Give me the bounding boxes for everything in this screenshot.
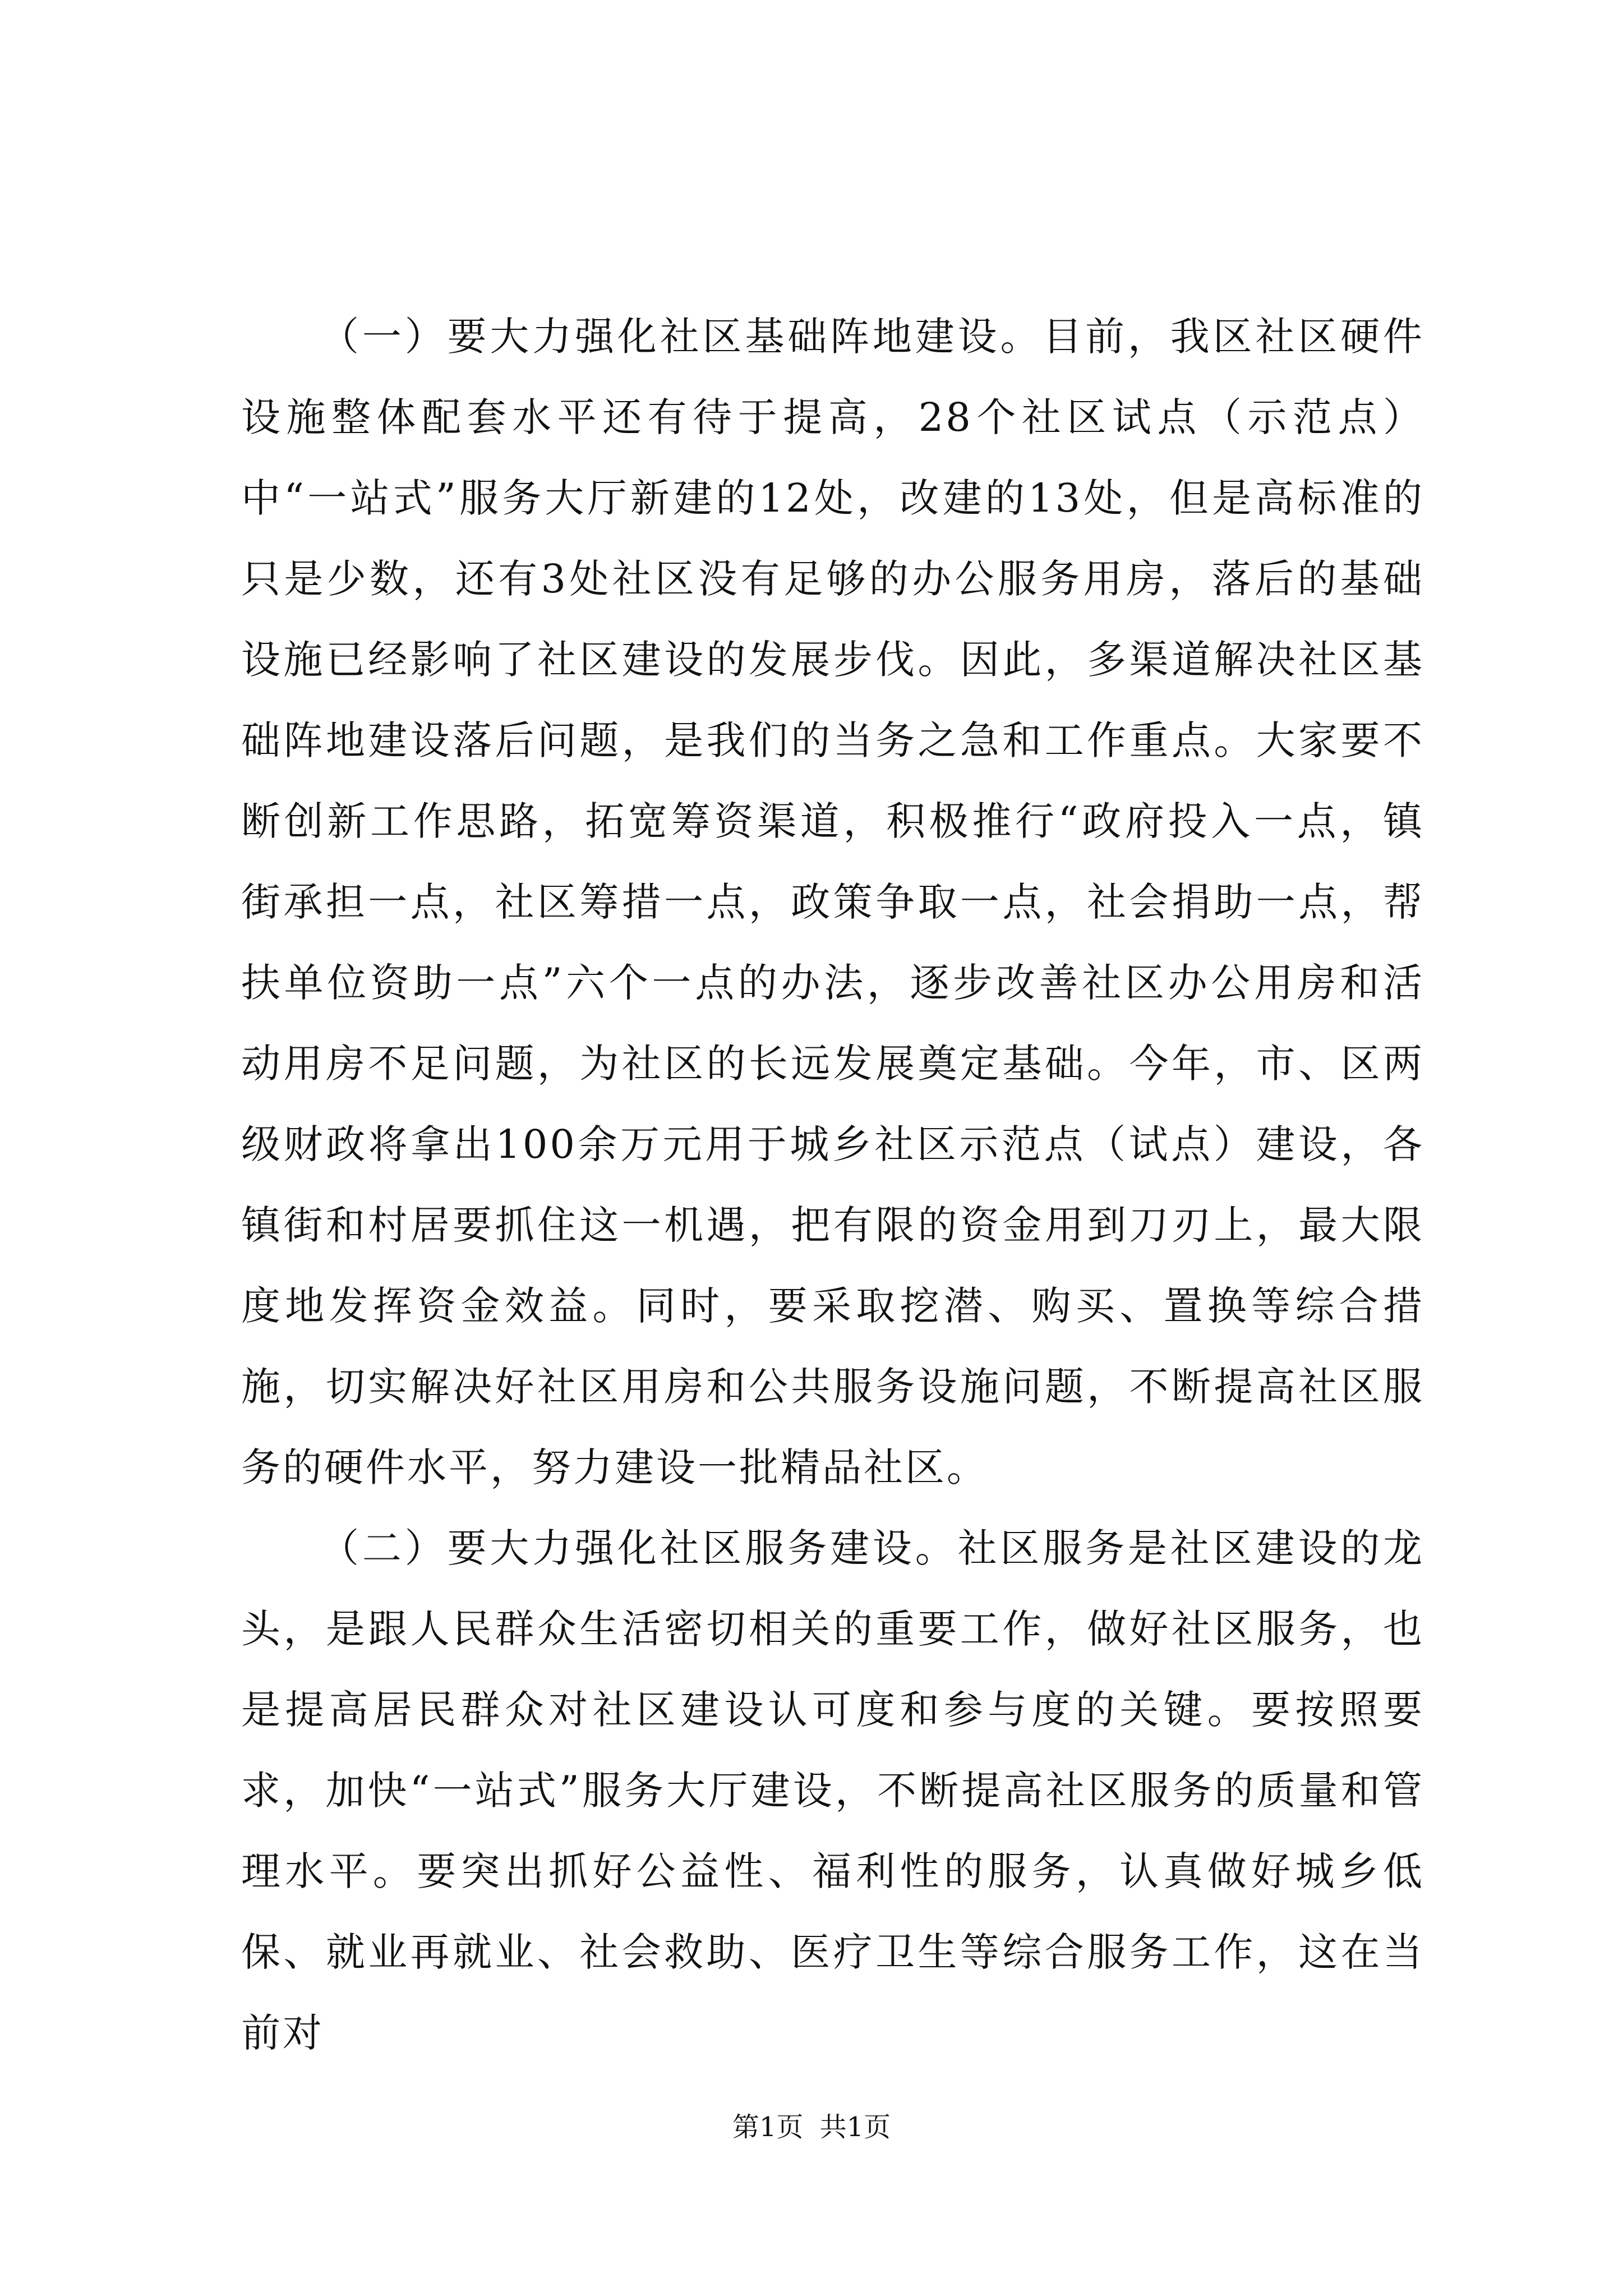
- paragraph-2: （二）要大力强化社区服务建设。社区服务是社区建设的龙头，是跟人民群众生活密切相关的重要工作，做好社区服务，也是提高居民群众对社区建设认可度和参与度的关键。要按照要求，加快“一站式”服务大厅建设，不断提高社区服务的质量和管理水平。要突出抓好公益性、福利性的服务，认真做好城乡低保、就业再就业、社会救助、医疗卫生等综合服务工作，这在当前对: [241, 1525, 1424, 2056]
- document-body: [241, 296, 1424, 2073]
- page-footer: 第1页 共1页: [732, 2111, 891, 2143]
- paragraph-1: （一）要大力强化社区基础阵地建设。目前，我区社区硬件设施整体配套水平还有待于提高，28个社区试点（示范点）中“一站式”服务大厅新建的12处，改建的13处，但是高标准的只是少数，还有3处社区没有足够的办公服务用房，落后的基础设施已经影响了社区建设的发展步伐。因此，多渠道解决社区基础阵地建设落后问题，是我们的当务之急和工作重点。大家要不断创新工作思路，拓宽筹资渠道，积极推行“政府投入一点，镇街承担一点，社区筹措一点，政策争取一点，社会捐助一点，帮扶单位资助一点”六个一点的办法，逐步改善社区办公用房和活动用房不足问题，为社区的长远发展奠定基础。今年，市、区两级财政将拿出100余万元用于城乡社区示范点（试点）建设，各镇街和村居要抓住这一机遇，把有限的资金用到刀刃上，最大限度地发挥资金效益。同时，要采取挖潜、购买、置换等综合措施，切实解决好社区用房和公共服务设施问题，不断提高社区服务的硬件水平，努力建设一批精品社区。: [241, 314, 1424, 1490]
